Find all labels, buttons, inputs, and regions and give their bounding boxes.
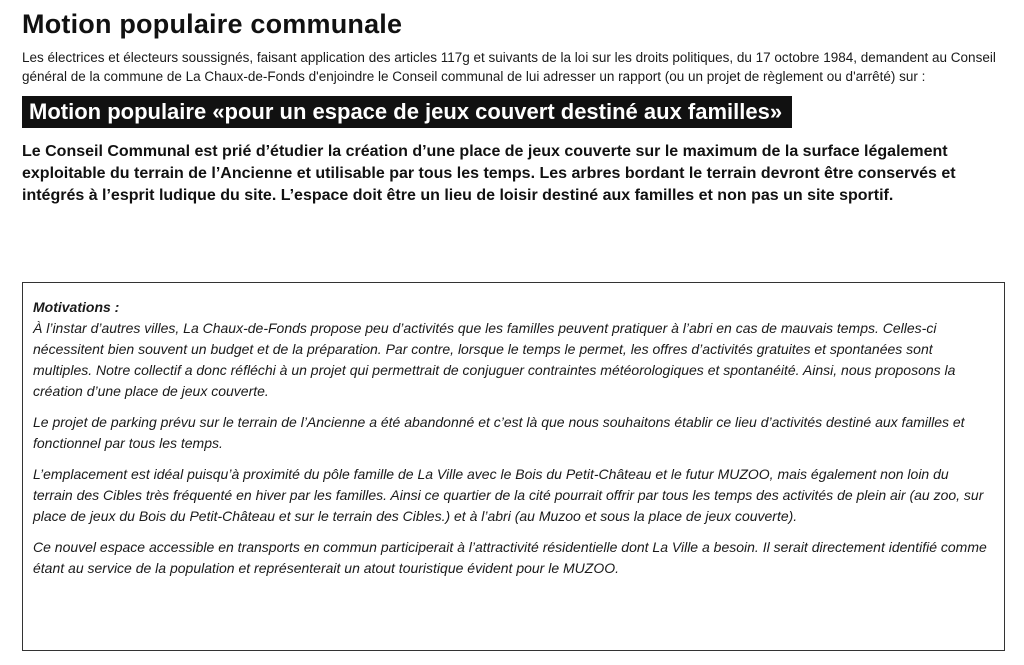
motion-title-banner: Motion populaire «pour un espace de jeux couvert destiné aux familles» — [22, 96, 792, 128]
document-page — [22, 6, 1007, 576]
motivation-paragraph: L’emplacement est idéal puisqu’à proximité du pôle famille de La Ville avec le Bois du Petit-Château et le futur MUZOO, mais également non loin du terrain des Cibles très fréquenté en hiver par les familles. Ainsi ce quartier de la cité pourrait offrir par tous les temps des activités de plein air (au zoo, sur place de jeux du Bois du Petit-Château et sur le terrain des Cibles.) et à l’abri (au Muzoo et sous la place de jeux couverte). — [33, 466, 984, 524]
motivation-paragraph: À l’instar d’autres villes, La Chaux-de-Fonds propose peu d’activités que les familles peuvent pratiquer à l’abri en cas de mauvais temps. Celles-ci nécessitent bien souvent un budget et de la préparation. Par contre, lorsque le temps le permet, les offres d’activités gratuites et spontanées sont multiples. Notre collectif a donc réfléchi à un projet qui permettrait de conjuguer contraintes météorologiques et spontanéité. Ainsi, nous proposons la création d’une place de jeux couverte. — [33, 320, 956, 399]
page-title: Motion populaire communale — [22, 9, 403, 39]
motivations-box — [22, 282, 1005, 651]
motivation-paragraph: Le projet de parking prévu sur le terrain de l’Ancienne a été abandonné et c’est là que nous souhaitons établir ce lieu d’activités destiné aux familles et fonctionnel par tous les temps. — [33, 414, 965, 451]
motivation-paragraph: Ce nouvel espace accessible en transports en commun participerait à l’attractivité résidentielle dont La Ville a besoin. Il serait directement identifié comme étant au service de la population et représenterait un atout touristique évident pour le MUZOO. — [33, 539, 987, 576]
intro-text: Les électrices et électeurs soussignés, faisant application des articles 117g et suivants de la loi sur les droits politiques, du 17 octobre 1984, demandent au Conseil général de la commune de La Chaux-de-Fonds d'enjoindre le Conseil communal de lui adresser un rapport (ou un projet de règlement ou d'arrêté) sur : — [22, 50, 996, 84]
motivations-heading: Motivations : — [33, 299, 120, 315]
request-text: Le Conseil Communal est prié d’étudier la création d’une place de jeux couverte sur le maximum de la surface légalement exploitable du terrain de l’Ancienne et utilisable par tous les temps. Les arbres bordant le terrain devront être conservés et intégrés à l’esprit ludique du site. L’espace doit être un lieu de loisir destiné aux familles et non pas un site sportif. — [22, 143, 956, 204]
